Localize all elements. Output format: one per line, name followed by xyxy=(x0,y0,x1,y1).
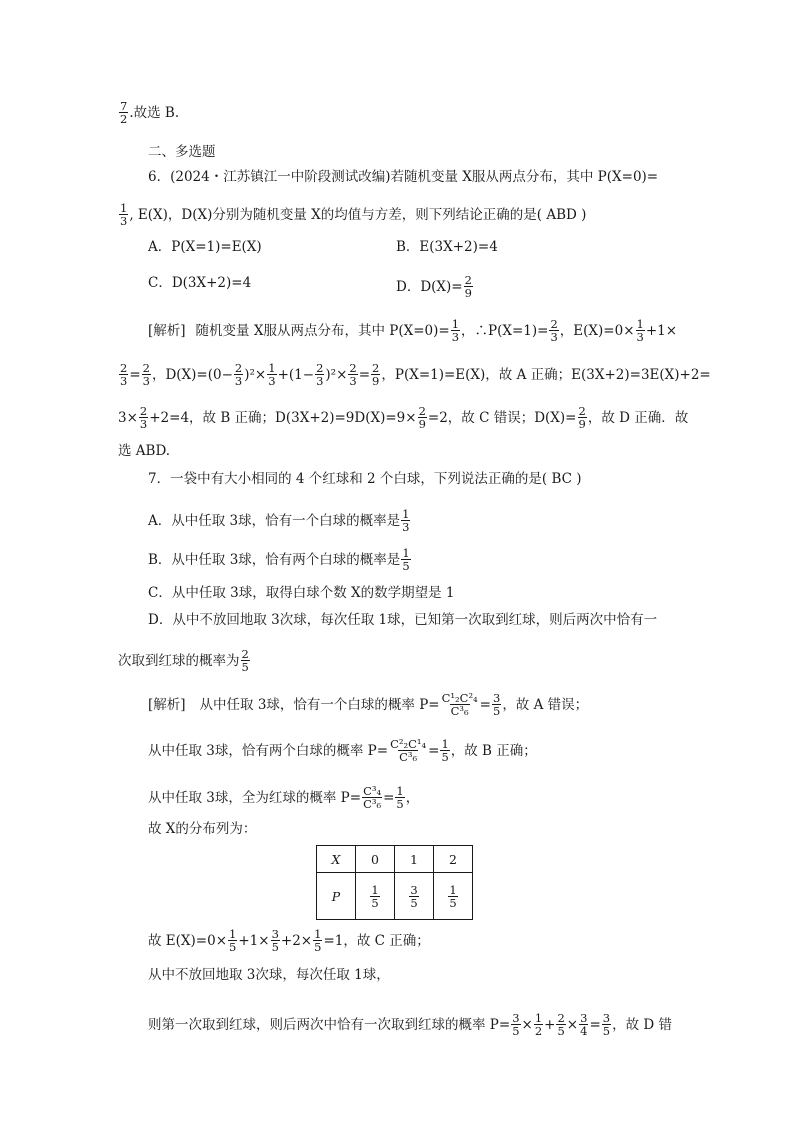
table-cell: 2 xyxy=(434,846,473,873)
q7-no-replacement: 从中不放回地取 3次球，每次任取 1球， xyxy=(148,967,390,983)
q7-last-line: 则第一次取到红球，则后两次中恰有一次取到红球的概率 P= $\frac{3}{5}$ × $\frac{1}{2}$ + $\frac{2}{5}$ × $\frac{3}{4}$ = $\frac{3}{5}$ ，故 D 错 xyxy=(148,1011,672,1038)
table-cell: P xyxy=(317,873,356,920)
table-cell: X xyxy=(317,846,356,873)
q7-option-a: A．从中任取 3球，恰有一个白球的概率是 $\frac{1}{3}$ xyxy=(148,507,410,534)
table-row xyxy=(317,873,473,920)
table-cell: $\frac{1}{5}$ xyxy=(356,873,395,920)
fraction: $\frac{1}{3}$ xyxy=(120,201,128,228)
q6-option-d: D．D(X)= $\frac{2}{9}$ xyxy=(396,273,472,300)
q6-analysis-line3: 3× $\frac{2}{3}$ +2=4，故 B 正确；D(3X+2)=9D(X)=9× $\frac{2}{9}$ =2，故 C 错误；D(X)= $\frac{2}{9}$ ，故 D 正确．故 xyxy=(118,404,689,431)
top-conclusion xyxy=(118,100,179,125)
q7-option-c: C．从中任取 3球，取得白球个数 X的数学期望是 1 xyxy=(148,585,455,601)
q7-option-b: B．从中任取 3球，恰有两个白球的概率是 $\frac{1}{5}$ xyxy=(148,546,410,573)
table-cell: $\frac{1}{5}$ xyxy=(434,873,473,920)
table-cell: $\frac{3}{5}$ xyxy=(395,873,434,920)
q7-option-d-line2: 次取到红球的概率为 $\frac{2}{5}$ xyxy=(118,647,249,674)
table-cell: 1 xyxy=(395,846,434,873)
analysis-label: [解析] xyxy=(148,696,186,713)
top-text: .故选 B. xyxy=(129,104,180,121)
table-cell: 0 xyxy=(356,846,395,873)
q7-expectation-line: 故 E(X)=0× $\frac{1}{5}$ +1× $\frac{3}{5}$ +2× $\frac{1}{5}$ =1，故 C 正确； xyxy=(148,927,430,954)
q6-analysis-line2: $\frac{2}{3}$ = $\frac{2}{3}$ ，D(X)=(0− $\frac{2}{3}$ )²× $\frac{1}{3}$ +(1− $\frac{2}{3}$ )²× $\frac{2}{3}$ = $\frac{2}{9}$ ，P(X=1)=E(X)，故 A 正确 ；E(3X+2)=3E(X)+2= xyxy=(120,361,711,388)
q7-option-d-line1: D．从中不放回地取 3次球，每次任取 1球，已知第一次取到红球，则后两次中恰有一 xyxy=(148,612,658,628)
fraction: $\frac{7}{2}$ xyxy=(120,99,128,126)
q7-dist-intro: 故 X的分布列为： xyxy=(148,821,257,837)
table-row xyxy=(317,846,473,873)
section-heading: 二、多选题 xyxy=(148,144,216,160)
q6-option-c: C．D(3X+2)=4 xyxy=(148,275,252,291)
q6-stem-text: , E(X)，D(X)分别为随机变量 X的均值与方差，则下列结论正确的是( ABD ) xyxy=(129,206,587,223)
q6-option-b: B．E(3X+2)=4 xyxy=(396,239,498,255)
q6-option-a: A．P(X=1)=E(X) xyxy=(148,239,262,255)
q7-analysis-line1: [解析] 从中任取 3球，恰有一个白球的概率 P= $\frac{\text{C¹₂C²₄}}{\text{C³₆}}$ = $\frac{3}{5}$ ，故 A 错误； xyxy=(148,691,589,718)
q6-stem-line1: 6．(2024・江苏镇江一中阶段测试改编)若随机变量 X服从两点分布，其中 P(X=0)= xyxy=(148,169,659,185)
q6-analysis-line1: [解析] 随机变量 X服从两点分布，其中 P(X=0)= $\frac{1}{3}$ ，∴P(X=1)= $\frac{2}{3}$ ，E(X)=0× $\frac{1}{3}$ +1× xyxy=(148,317,678,344)
q7-analysis-line2: 从中任取 3球，恰有两个白球的概率 P= $\frac{\text{C²₂C¹₄}}{\text{C³₆}}$ = $\frac{1}{5}$ ，故 B 正确； xyxy=(148,737,537,764)
q6-analysis-line4: 选 ABD. xyxy=(118,443,171,459)
q7-stem: 7．一袋中有大小相同的 4 个红球和 2 个白球，下列说法正确的是( BC ) xyxy=(148,471,582,487)
q7-analysis-line3: 从中任取 3球，全为红球的概率 P= $\frac{\text{C³₄}}{\text{C³₆}}$ = $\frac{1}{5}$ ， xyxy=(148,784,420,811)
distribution-table xyxy=(316,845,473,920)
q6-stem-line2 xyxy=(118,202,586,227)
analysis-label: [解析] xyxy=(148,322,186,339)
